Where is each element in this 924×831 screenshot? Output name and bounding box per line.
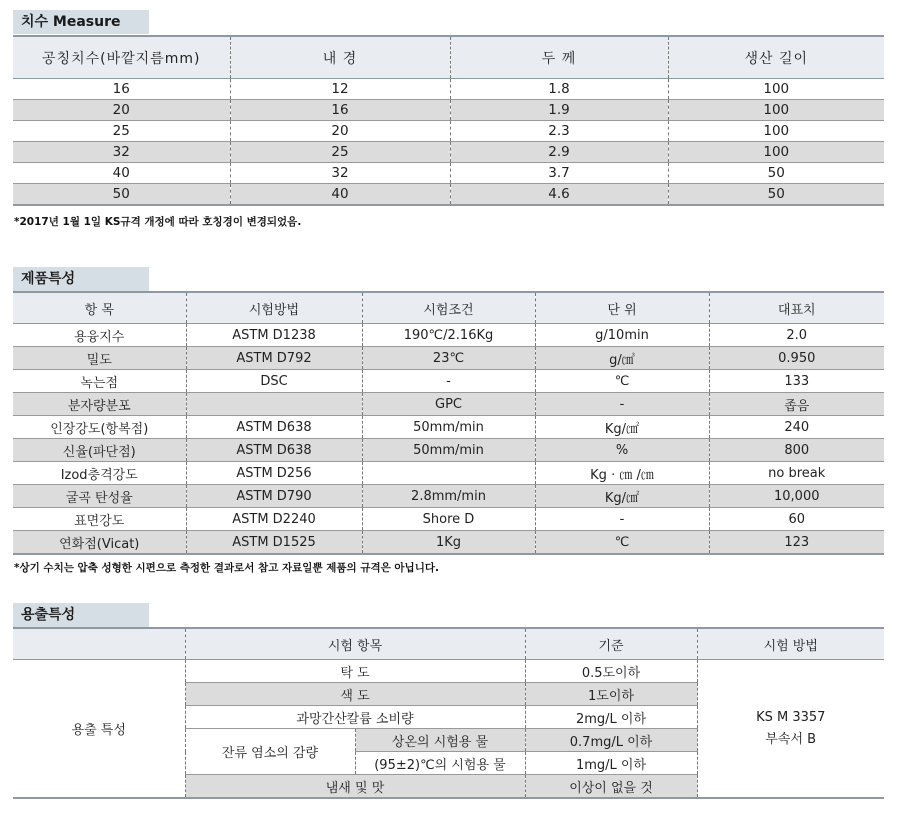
- column-header: 생산 길이: [668, 36, 884, 79]
- table-cell: 60: [709, 508, 884, 531]
- item-label: 잔류 염소의 감량: [185, 729, 355, 775]
- table-row: [13, 416, 884, 439]
- method-line: 부속서 B: [765, 731, 817, 747]
- table-cell: 100: [668, 121, 884, 142]
- table-cell: -: [362, 370, 535, 393]
- table-row: [13, 347, 884, 370]
- column-header: 시험 방법: [697, 628, 884, 660]
- table-cell: 25: [13, 121, 230, 142]
- table-cell: 50: [668, 163, 884, 184]
- column-header: 공칭치수(바깥지름mm): [13, 36, 230, 79]
- table-cell: 1.9: [450, 100, 668, 121]
- table-cell: ASTM D256: [186, 462, 362, 485]
- table-cell: ASTM D2240: [186, 508, 362, 531]
- table-cell: 4.6: [450, 184, 668, 206]
- table-cell: 3.7: [450, 163, 668, 184]
- column-header: 항 목: [13, 292, 186, 324]
- table-cell: 12: [230, 79, 450, 100]
- table-cell: 16: [13, 79, 230, 100]
- test-method: [697, 660, 884, 799]
- table-cell: 32: [13, 142, 230, 163]
- table-cell: DSC: [186, 370, 362, 393]
- table-cell: ASTM D638: [186, 416, 362, 439]
- table-cell: 40: [13, 163, 230, 184]
- table-cell: 16: [230, 100, 450, 121]
- column-header: 시험조건: [362, 292, 535, 324]
- table-cell: ℃: [535, 370, 709, 393]
- table-cell: ℃: [535, 531, 709, 555]
- table-cell: 1.8: [450, 79, 668, 100]
- table-cell: ASTM D790: [186, 485, 362, 508]
- table-cell: 밀도: [13, 347, 186, 370]
- table-cell: 1Kg: [362, 531, 535, 555]
- item-label: 탁 도: [185, 660, 525, 683]
- sub-item-label: (95±2)℃의 시험용 물: [355, 752, 525, 775]
- table-row: [13, 100, 884, 121]
- table-cell: Kg/㎠: [535, 485, 709, 508]
- table-row: [13, 508, 884, 531]
- section-title-leaching: 용출특성: [13, 603, 149, 627]
- item-value: 0.5도이하: [525, 660, 697, 683]
- table-cell: 20: [230, 121, 450, 142]
- properties-table: [13, 291, 884, 555]
- column-header: [13, 628, 185, 660]
- table-row: [13, 485, 884, 508]
- table-cell: ASTM D1525: [186, 531, 362, 555]
- table-cell: g/㎤: [535, 347, 709, 370]
- properties-note: *상기 수치는 압축 성형한 시편으로 측정한 결과로서 참고 자료일뿐 제품의 규격은 아닙니다.: [14, 562, 439, 574]
- table-row: [13, 531, 884, 555]
- item-label: 냄새 및 맛: [185, 775, 525, 799]
- column-header: 단 위: [535, 292, 709, 324]
- section-title-measure: 치수 Measure: [13, 10, 149, 34]
- column-header: 시험 항목: [185, 628, 525, 660]
- table-row: [13, 163, 884, 184]
- table-cell: 50: [13, 184, 230, 206]
- table-cell: GPC: [362, 393, 535, 416]
- table-header-row: [13, 628, 884, 660]
- table-cell: 2.3: [450, 121, 668, 142]
- item-value: 1도이하: [525, 683, 697, 706]
- table-cell: 표면강도: [13, 508, 186, 531]
- table-cell: 녹는점: [13, 370, 186, 393]
- item-label: 과망간산칼륨 소비량: [185, 706, 525, 729]
- table-cell: 2.9: [450, 142, 668, 163]
- section-title-properties: 제품특성: [13, 267, 149, 291]
- table-row: [13, 439, 884, 462]
- table-cell: 좁음: [709, 393, 884, 416]
- table-cell: ASTM D638: [186, 439, 362, 462]
- column-header: 두 께: [450, 36, 668, 79]
- table-cell: [362, 462, 535, 485]
- table-cell: 신율(파단점): [13, 439, 186, 462]
- table-cell: %: [535, 439, 709, 462]
- table-cell: Shore D: [362, 508, 535, 531]
- table-cell: 50: [668, 184, 884, 206]
- table-cell: [186, 393, 362, 416]
- item-value: 2mg/L 이하: [525, 706, 697, 729]
- table-cell: ASTM D1238: [186, 324, 362, 347]
- table-row: [13, 79, 884, 100]
- table-cell: 2.0: [709, 324, 884, 347]
- leaching-table: [13, 627, 884, 799]
- table-cell: ASTM D792: [186, 347, 362, 370]
- table-cell: -: [535, 393, 709, 416]
- item-value: 0.7mg/L 이하: [525, 729, 697, 752]
- table-cell: 240: [709, 416, 884, 439]
- table-cell: g/10min: [535, 324, 709, 347]
- table-header-row: [13, 36, 884, 79]
- table-cell: 800: [709, 439, 884, 462]
- table-row: [13, 462, 884, 485]
- table-cell: 용융지수: [13, 324, 186, 347]
- table-cell: 굴곡 탄성율: [13, 485, 186, 508]
- measure-table: [13, 35, 884, 206]
- measure-note: *2017년 1월 1일 KS규격 개정에 따라 호칭경이 변경되었음.: [14, 216, 302, 228]
- table-cell: 133: [709, 370, 884, 393]
- item-value: 1mg/L 이하: [525, 752, 697, 775]
- column-header: 내 경: [230, 36, 450, 79]
- table-cell: Kg · ㎝ /㎝: [535, 462, 709, 485]
- table-cell: -: [535, 508, 709, 531]
- method-line: KS M 3357: [756, 709, 826, 725]
- table-row: [13, 121, 884, 142]
- table-cell: 0.950: [709, 347, 884, 370]
- table-cell: 연화점(Vicat): [13, 531, 186, 555]
- table-cell: Kg/㎠: [535, 416, 709, 439]
- item-label: 색 도: [185, 683, 525, 706]
- column-header: 기준: [525, 628, 697, 660]
- sub-item-label: 상온의 시험용 물: [355, 729, 525, 752]
- table-cell: 40: [230, 184, 450, 206]
- table-cell: 23℃: [362, 347, 535, 370]
- table-row: [13, 660, 884, 683]
- table-cell: 50mm/min: [362, 439, 535, 462]
- table-cell: 190℃/2.16Kg: [362, 324, 535, 347]
- table-cell: 10,000: [709, 485, 884, 508]
- table-cell: no break: [709, 462, 884, 485]
- table-cell: 25: [230, 142, 450, 163]
- table-cell: 123: [709, 531, 884, 555]
- table-row: [13, 370, 884, 393]
- table-cell: 32: [230, 163, 450, 184]
- table-row: [13, 324, 884, 347]
- group-label: 용출 특성: [13, 660, 185, 799]
- table-cell: 50mm/min: [362, 416, 535, 439]
- item-value: 이상이 없을 것: [525, 775, 697, 799]
- table-cell: 인장강도(항복점): [13, 416, 186, 439]
- table-cell: 분자량분포: [13, 393, 186, 416]
- table-row: [13, 393, 884, 416]
- table-header-row: [13, 292, 884, 324]
- table-cell: Izod충격강도: [13, 462, 186, 485]
- table-row: [13, 184, 884, 206]
- table-cell: 100: [668, 79, 884, 100]
- table-cell: 2.8mm/min: [362, 485, 535, 508]
- column-header: 시험방법: [186, 292, 362, 324]
- column-header: 대표치: [709, 292, 884, 324]
- table-cell: 20: [13, 100, 230, 121]
- table-cell: 100: [668, 142, 884, 163]
- table-cell: 100: [668, 100, 884, 121]
- table-row: [13, 142, 884, 163]
